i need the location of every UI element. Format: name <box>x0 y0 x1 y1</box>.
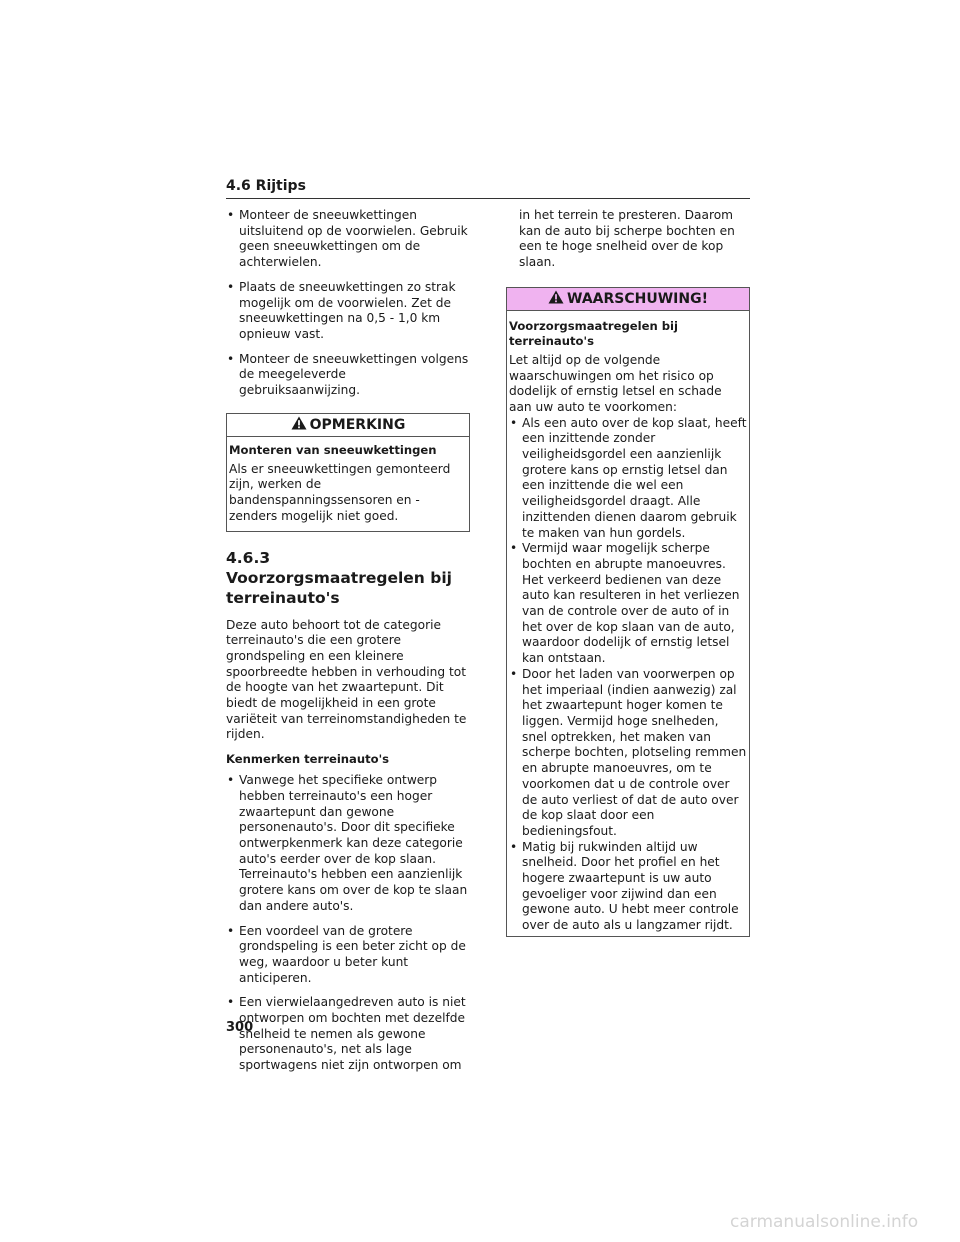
snow-chain-bullets <box>226 208 470 399</box>
left-column <box>226 208 470 1083</box>
notice-title: Monteren van sneeuwkettingen <box>229 442 437 457</box>
list-item: • Monteer de sneeuwkettingen uitsluitend op de voorwielen. Gebruik geen sneeuwkettingen om de achterwielen. <box>226 208 470 271</box>
notice-header <box>227 413 469 437</box>
warning-label: WAARSCHUWING! <box>567 290 708 307</box>
notice-text: Als er sneeuwkettingen gemonteerd zijn, werken de bandenspanningssensoren en -zenders mogelijk niet goed. <box>229 461 451 523</box>
list-item: • Een vierwielaangedreven auto is niet ontworpen om bochten met dezelfde snelheid te nemen als gewone personenauto's, net als lage sportwagens niet zijn ontworpen om <box>226 995 470 1074</box>
subheading: Kenmerken terreinauto's <box>226 752 390 767</box>
list-item: • Vanwege het specifieke ontwerp hebben terreinauto's een hoger zwaartepunt dan gewone personenauto's. Door dit specifieke ontwerpkenmerk kan deze categorie auto's eerder over de kop slaan. Terreinauto's hebben een aanzienlijk grotere kans om over de kop te slaan dan andere auto's. <box>226 773 470 914</box>
warning-triangle-icon <box>548 290 564 308</box>
warning-intro: Let altijd op de volgende waarschuwingen om het risico op dodelijk of ernstig letsel en schade aan uw auto te voorkomen: <box>509 352 722 414</box>
section-title: 4.6.3 Voorzorgsmaatregelen bij terreinauto's <box>226 548 452 607</box>
list-item: • Vermijd waar mogelijk scherpe bochten en abrupte manoeuvres. Het verkeerd bedienen van deze auto kan resulteren in het verliezen van de controle over de auto of in het over de kop slaan van de auto, waardoor dodelijk of ernstig letsel kan ontstaan. <box>509 541 747 667</box>
list-item: • Monteer de sneeuwkettingen volgens de meegeleverde gebruiksaanwijzing. <box>226 352 470 399</box>
warning-triangle-icon <box>291 416 307 434</box>
list-item: • Een voordeel van de grotere grondspeling is een beter zicht op de weg, waardoor u beter kunt anticiperen. <box>226 924 470 987</box>
notice-box <box>226 413 470 532</box>
list-item: • Matig bij rukwinden altijd uw snelheid. Door het profiel en het hogere zwaartepunt is uw auto gevoeliger voor zijwind dan een gewone auto. U hebt meer controle over de auto als u langzamer rijdt. <box>509 840 747 934</box>
list-item: • Plaats de sneeuwkettingen zo strak mogelijk om de voorwielen. Zet de sneeuwkettingen na 0,5 - 1,0 km opnieuw vast. <box>226 280 470 343</box>
warning-bullets <box>509 416 747 934</box>
warning-header <box>507 287 749 311</box>
watermark: carmanualsonline.info <box>730 1212 919 1232</box>
section-intro: Deze auto behoort tot de categorie terreinauto's die een grotere grondspeling en een kleinere spoorbreedte hebben in verhouding tot de hoogte van het zwaartepunt. Dit biedt de mogelijkheid in een grote variëteit van terreinomstandigheden te rijden. <box>226 617 467 742</box>
right-column <box>506 208 750 937</box>
list-item: • Als een auto over de kop slaat, heeft een inzittende zonder veiligheidsgordel een aanzienlijk grotere kans op ernstig letsel dan een inzittende die wel een veiligheidsgordel draagt. Alle inzittenden dienen daarom gebruik te maken van hun gordels. <box>509 416 747 542</box>
list-item: • Door het laden van voorwerpen op het imperiaal (indien aanwezig) zal het zwaartepunt hoger komen te liggen. Vermijd hoge snelheden, snel optrekken, het maken van scherpe bochten, plotseling remmen en abrupte manoeuvres, om te voorkomen dat u de controle over de auto verliest of dat de auto over de kop slaat door een bedieningsfout. <box>509 667 747 840</box>
continued-text: in het terrein te presteren. Daarom kan de auto bij scherpe bochten en een te hoge snelheid over de kop slaan. <box>519 208 735 270</box>
offroad-bullets <box>226 773 470 1074</box>
page-header: 4.6 Rijtips <box>226 178 750 199</box>
page-number: 300 <box>226 1020 254 1035</box>
warning-title: Voorzorgsmaatregelen bij terreinauto's <box>509 318 679 348</box>
notice-label: OPMERKING <box>309 416 406 433</box>
warning-box <box>506 287 750 937</box>
